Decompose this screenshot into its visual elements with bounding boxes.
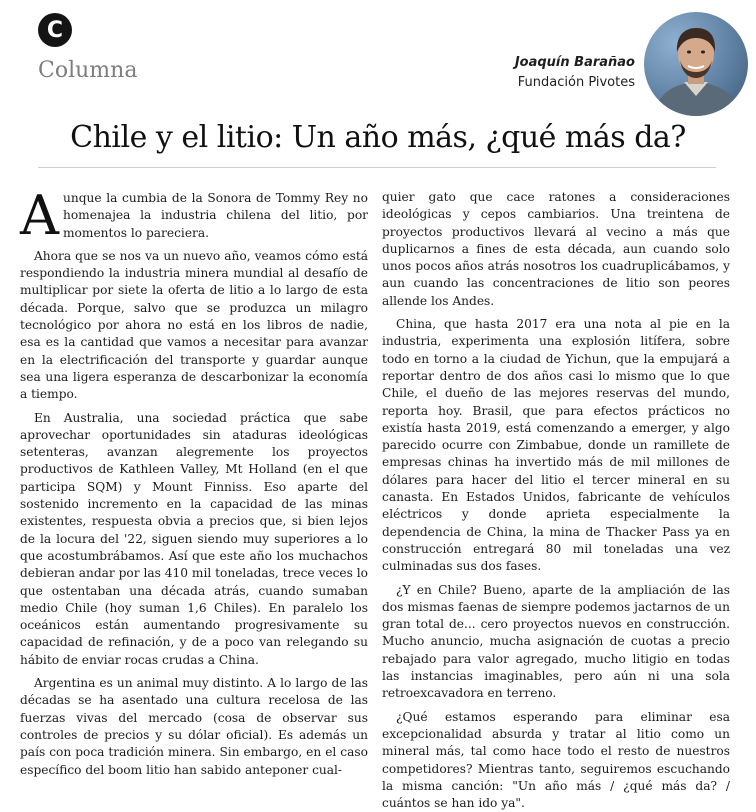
article-paragraph: ¿Y en Chile? Bueno, aparte de la ampliación de las dos mismas faenas de siempre podemos jactarnos de un gran total de... cero proyectos nuevos en construcción. Mucho anuncio, mucha asignación de cuotas a precio rebajado para valor agregado, mucho litigio en todas las instancias imaginables, pero aún ni una sola retroexcavadora en terreno. xyxy=(382,582,730,701)
section-label: Columna xyxy=(38,58,138,83)
article-column-right xyxy=(382,189,730,812)
article-paragraph: ¿Qué estamos esperando para eliminar esa excepcionalidad absurda y tratar al litio como un mineral más, tal como hace todo el resto de nuestros competidores? Mientras tanto, seguiremos escuchando la misma canción: "Un año más / ¿qué más da? / cuántos se han ido ya". xyxy=(382,709,730,811)
author-name: Joaquín Barañao xyxy=(514,55,635,70)
article-paragraph: En Australia, una sociedad práctica que sabe aprovechar oportunidades sin ataduras ideológicas setenteras, avanzan alegremente los proyectos productivos de Kathleen Valley, Mt Holland (en el que participa SQM) y Mount Finniss. Eso aparte del sostenido incremento en la capacidad de las minas existentes, respuesta obvia a precios que, si bien lejos de la locura del '22, siguen siendo muy superiores a lo que acostumbrábamos. Así que este año los muchachos debieran andar por las 410 mil toneladas, trece veces lo que ostentaban una década atrás, cuando sumaban medio Chile (hoy suman 1,6 Chiles). En paralelo los oceánicos están aumentando progresivamente su capacidad de refinación, y de a poco van relegando su hábito de enviar rocas crudas a China. xyxy=(20,410,368,667)
article-paragraph: quier gato que cace ratones a consideraciones ideológicas y cepos cambiarios. Una treintena de proyectos productivos llevará al vecino a más que duplicarnos a fines de esta década, aun cuando solo unos pocos años atrás nosotros los cuadruplicábamos, y aun cuando las concentraciones de litio son peores allende los Andes. xyxy=(382,190,730,308)
section-badge: C xyxy=(38,13,72,47)
article-column-left xyxy=(20,184,368,779)
article-paragraph: Argentina es un animal muy distinto. A lo largo de las décadas se ha asentado una cultura recelosa de las fuerzas vivas del mercado (cosa de observar sus controles de precios y su dólar oficial). Es además un país con poca tradición minera. Sin embargo, en el caso específico del boom litio han sabido anteponer cual- xyxy=(20,676,368,777)
drop-cap: A xyxy=(20,184,59,247)
author-photo xyxy=(644,12,748,116)
author-organization: Fundación Pivotes xyxy=(517,75,635,90)
article-paragraph: Aunque la cumbia de la Sonora de Tommy Rey no homenajea la industria chilena del litio, por momentos lo pareciera. xyxy=(20,184,368,247)
article-paragraph: Ahora que se nos va un nuevo año, veamos cómo está respondiendo la industria minera mundial al desafío de multiplicar por siete la oferta de litio a lo largo de esta década. Porque, salvo que se produzca un milagro tecnológico por ahora no está en los libros de nadie, esa es la cantidad que vamos a necesitar para avanzar en la electrificación del transporte y guardar aunque sea una ligera esperanza de descarbonizar la economía a tiempo. xyxy=(20,248,368,402)
headline-divider xyxy=(38,167,716,168)
article-headline: Chile y el litio: Un año más, ¿qué más da? xyxy=(70,120,686,155)
article-paragraph: China, que hasta 2017 era una nota al pie en la industria, experimenta una explosión litífera, sobre todo en torno a la ciudad de Yichun, que la empujará a reportar dentro de dos años casi lo mismo que lo que Chile, el dueño de las mejores reservas del mundo, reporta hoy. Brasil, que para efectos prácticos no existía hasta 2019, está comenzando a emerger, y algo parecido ocurre con Zimbabue, donde un ramillete de empresas chinas ha invertido más de mil millones de dólares para hacer del litio el tercer mineral en su canasta. En Estados Unidos, fabricante de vehículos eléctricos y donde aprieta especialmente la dependencia de China, la mina de Thacker Pass ya en construcción entregará 80 mil toneladas una vez culminadas sus dos fases. xyxy=(382,317,730,574)
